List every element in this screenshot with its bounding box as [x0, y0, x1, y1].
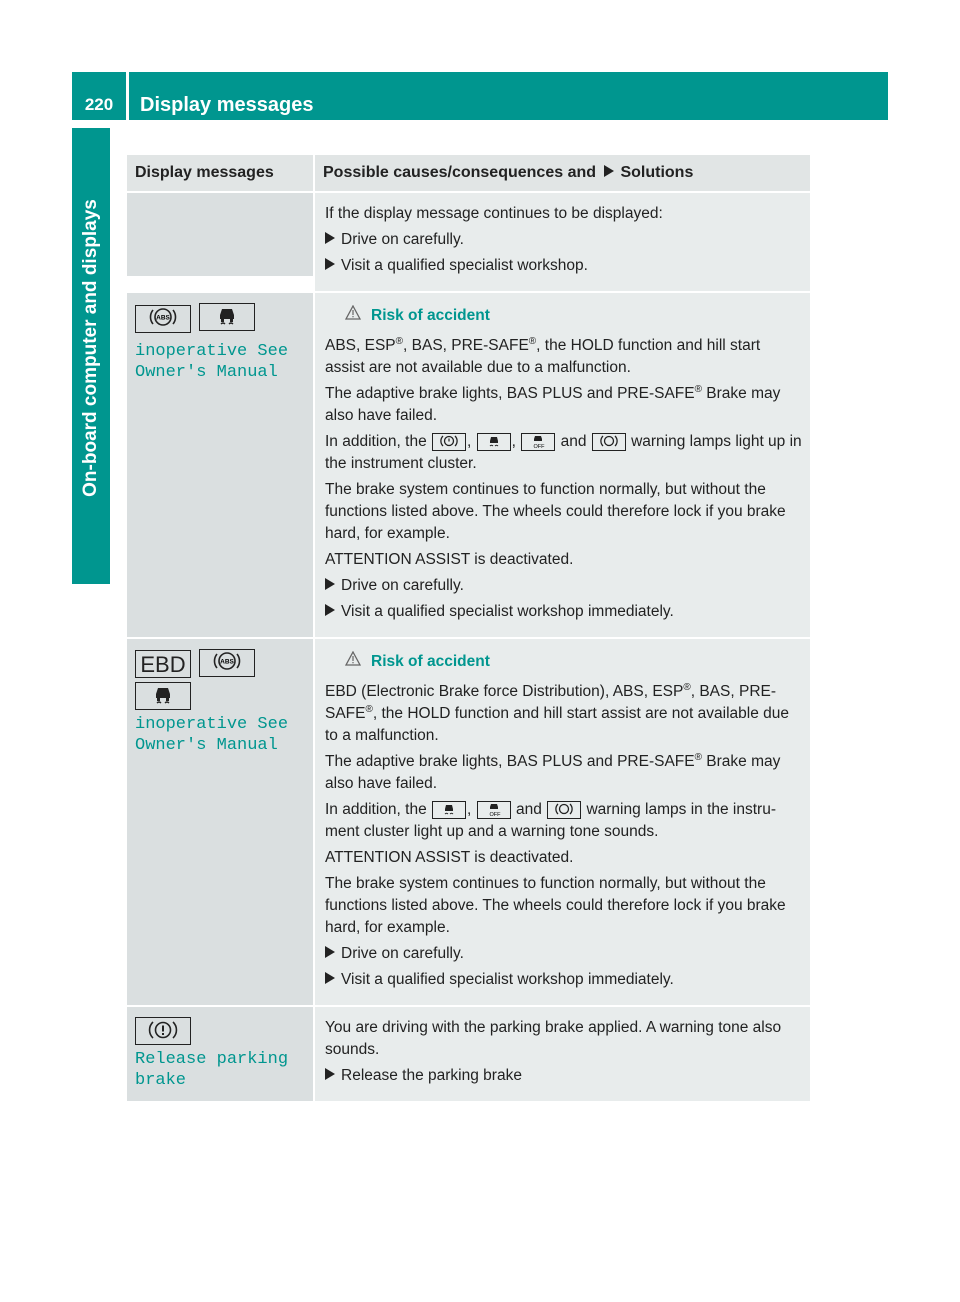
warning-triangle-icon [345, 305, 361, 327]
esp-off-icon [521, 433, 555, 451]
paragraph: EBD (Electronic Brake force Distribution), ABS, ESP®, BAS, PRE-SAFE®, the HOLD function and hill start assist are not available due to a malfunction. [325, 681, 790, 744]
esp-icon [432, 801, 466, 819]
step-item [325, 575, 802, 597]
row3-display-cell [127, 639, 313, 1005]
paragraph: The brake system continues to function normally, but without the functions listed above. The wheels could therefore lock if you brake hard, for example. [325, 481, 786, 542]
step-item [325, 229, 802, 251]
warning-triangle-icon [345, 651, 361, 673]
esp-off-icon [477, 801, 511, 819]
parking-brake-icon [135, 1017, 191, 1045]
abs-icon [135, 305, 191, 333]
display-message-text: Owner's Manual [135, 736, 278, 755]
step-text: Drive on carefully. [341, 945, 464, 962]
column-header-causes-text: Possible causes/consequences and [323, 164, 597, 181]
row4-solutions-cell [315, 1007, 810, 1101]
step-text: Visit a qualified specialist workshop immediately. [341, 971, 674, 988]
arrow-icon [325, 232, 335, 244]
parking-brake-icon [432, 433, 466, 451]
arrow-icon [325, 972, 335, 984]
paragraph: In addition, the , OFF and warning lamps in the instru-ment cluster light up and a warning tone sounds. [325, 801, 776, 840]
display-message-text: Release parking [135, 1050, 289, 1069]
paragraph: ATTENTION ASSIST is deactivated. [325, 551, 574, 568]
arrow-icon [604, 165, 614, 177]
table-row [127, 191, 810, 291]
table-row [127, 291, 810, 637]
step-item [325, 943, 802, 965]
paragraph: The adaptive brake lights, BAS PLUS and PRE-SAFE® Brake may also have failed. [325, 383, 781, 424]
ebd-icon: EBD [135, 650, 191, 678]
display-message-text: Owner's Manual [135, 363, 278, 382]
paragraph: The adaptive brake lights, BAS PLUS and PRE-SAFE® Brake may also have failed. [325, 751, 781, 792]
display-message-text: inoperative See [135, 342, 289, 361]
step-item [325, 969, 802, 991]
step-item [325, 1065, 802, 1087]
step-text: Visit a qualified specialist workshop. [341, 257, 588, 274]
display-message-text: brake [135, 1071, 187, 1090]
step-text: Drive on carefully. [341, 231, 464, 248]
esp-icon [477, 433, 511, 451]
column-header-display-messages: Display messages [127, 155, 313, 191]
arrow-icon [325, 578, 335, 590]
paragraph: ATTENTION ASSIST is deactivated. [325, 849, 574, 866]
svg-text:ABS: ABS [220, 658, 235, 666]
header-divider [126, 72, 129, 120]
row1-intro: If the display message continues to be displayed: [325, 205, 663, 222]
abs-icon [547, 801, 581, 819]
side-tab [72, 128, 110, 584]
table-row [127, 637, 810, 1005]
abs-icon [592, 433, 626, 451]
table-header-row [127, 155, 810, 191]
display-message-text: inoperative See [135, 715, 289, 734]
display-messages-table [127, 155, 810, 1101]
row1-solutions-cell [315, 193, 810, 291]
esp-icon [199, 303, 255, 331]
arrow-icon [325, 258, 335, 270]
arrow-icon [325, 1068, 335, 1080]
paragraph: In addition, the , , OFF and warning lamps light up in the instrument cluster. [325, 433, 802, 472]
arrow-icon [325, 604, 335, 616]
page-title: Display messages [140, 94, 314, 116]
side-tab-label: On-board computer and displays [80, 199, 101, 497]
step-item [325, 255, 802, 277]
page-header [72, 72, 888, 120]
abs-text: ABS [156, 314, 170, 322]
column-header-causes [315, 155, 810, 191]
svg-text:OFF: OFF [533, 443, 545, 449]
warning-text: Risk of accident [371, 307, 490, 324]
step-text: Release the parking brake [341, 1067, 522, 1084]
esp-icon [135, 682, 191, 710]
row2-display-cell [127, 293, 313, 637]
paragraph: The brake system continues to function normally, but without the functions listed above. The wheels could therefore lock if you brake hard, for example. [325, 875, 786, 936]
row1-display-cell [127, 193, 313, 276]
paragraph: ABS, ESP®, BAS, PRE-SAFE®, the HOLD function and hill start assist are not available due to a malfunction. [325, 335, 761, 376]
arrow-icon [325, 946, 335, 958]
column-header-solutions-text: Solutions [620, 164, 694, 181]
page-number: 220 [84, 95, 114, 114]
table-row [127, 1005, 810, 1101]
step-text: Drive on carefully. [341, 577, 464, 594]
risk-warning [345, 305, 802, 327]
row2-solutions-cell [315, 293, 810, 637]
abs-icon [199, 649, 255, 677]
paragraph: You are driving with the parking brake applied. A warning tone also sounds. [325, 1019, 782, 1058]
svg-text:OFF: OFF [489, 811, 501, 817]
risk-warning [345, 651, 802, 673]
step-item [325, 601, 802, 623]
step-text: Visit a qualified specialist workshop immediately. [341, 603, 674, 620]
warning-text: Risk of accident [371, 653, 490, 670]
row3-solutions-cell [315, 639, 810, 1005]
row4-display-cell [127, 1007, 313, 1101]
